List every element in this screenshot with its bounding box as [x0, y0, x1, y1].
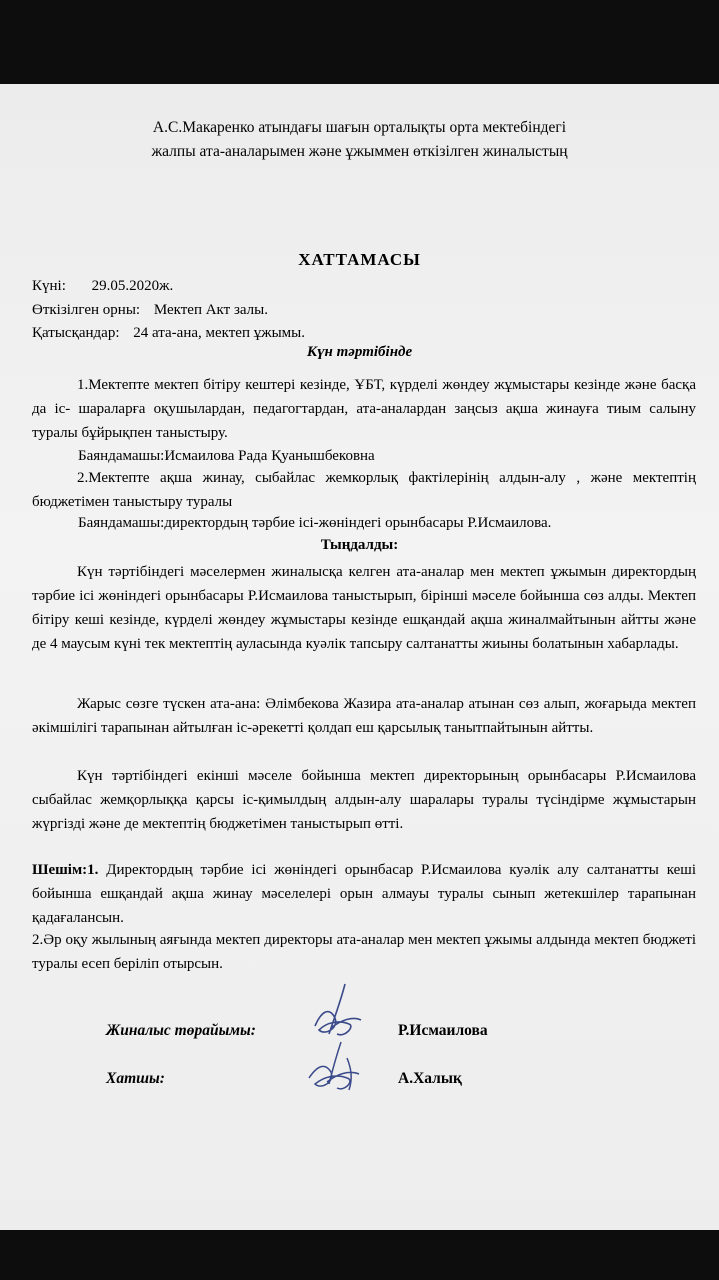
place-label: Өткізілген орны:: [32, 302, 141, 318]
secretary-signature: [303, 1038, 365, 1098]
agenda-item-1: 1.Мектепте мектеп бітіру кештері кезінде, ҰБТ, күрделі жөндеу жұмыстары кезінде және басқа да іс- шараларға оқушылардан, педагогтардан, ата-аналардан заңсыз ақша жинауға тиым салыну туралы бұйрықпен таныстыру.: [32, 377, 696, 441]
meeting-date: [32, 276, 173, 296]
agenda-item-2: 2.Мектепте ақша жинау, сыбайлас жемкорлық фактілерінің алдын-алу , және мектептің бюджетімен таныстыру туралы: [32, 470, 696, 510]
header-line-1: А.С.Макаренко атындағы шағын орталықты орта мектебіндегі: [152, 119, 567, 136]
meeting-place: [32, 300, 268, 320]
secretary-name: А.Халық: [398, 1070, 462, 1087]
agenda-speaker-2: Баяндамашы:директордың тәрбие ісі-жөніндегі орынбасары Р.Исмаилова.: [78, 515, 552, 531]
agenda-heading: Күн тәртібінде: [306, 344, 413, 360]
heard-paragraph-2: Жарыс сөзге түскен ата-ана: Әлімбекова Жазира ата-аналар атынан сөз алып, жоғарыда мектеп әкімшілігі тарапынан айтылған іс-әрекетті қолдап еш қарсылық танытпайтынын айтты.: [32, 696, 696, 736]
place-value: Мектеп Акт залы.: [153, 302, 268, 318]
secretary-label: Хатшы:: [106, 1070, 165, 1087]
document-header: [0, 116, 719, 164]
heard-heading: Тыңдалды:: [320, 537, 399, 553]
agenda-speaker-1: Баяндамашы:Исмаилова Рада Қуанышбековна: [78, 448, 375, 464]
decision-item-1: [32, 858, 696, 930]
document-title: ХАТТАМАСЫ: [298, 250, 421, 269]
chair-label: Жиналыс төрайымы:: [106, 1022, 256, 1039]
meeting-attendees: [32, 323, 305, 343]
heard-paragraph-1: Күн тәртібіндегі мәселермен жиналысқа келген ата-аналар мен мектеп ұжымын директордың тәрбие ісі жөніндегі орынбасары Р.Исмаилова таныстырып, бірінші мәселе бойынша сөз алды. Мектеп бітіру кеші кезінде, күрделі жөндеу жұмыстары кезінде ешқандай ақша жиналмайтынын айтты және де 4 маусым күні тек мектептің ауласында куәлік тапсыру салтанатты жиыны болатынын хабарлады.: [32, 564, 696, 652]
header-line-2: жалпы ата-аналарымен және ұжыммен өткізілген жиналыстың: [151, 143, 568, 160]
heard-paragraph-3: Күн тәртібіндегі екінші мәселе бойынша мектеп директорының орынбасары Р.Исмаилова сыбайлас жемқорлыққа қарсы іс-қимылдың алдын-алу шаралары туралы түсіндірме жұмыстарын жүргізді және де мектептің бюджетімен таныстырып өтті.: [32, 768, 696, 832]
attendees-value: 24 ата-ана, мектеп ұжымы.: [133, 325, 305, 341]
chair-signature: [305, 982, 367, 1046]
date-label: Күні:: [32, 278, 66, 294]
decision-item-2: 2.Әр оқу жылының аяғында мектеп директоры ата-аналар мен мектеп ұжымы алдында мектеп бюджеті туралы есеп беріліп отырсын.: [32, 932, 696, 972]
chair-name: Р.Исмаилова: [398, 1022, 488, 1039]
date-value: 29.05.2020ж.: [91, 278, 174, 294]
decision-text-1: Директордың тәрбие ісі жөніндегі орынбасар Р.Исмаилова куәлік алу салтанатты кеші бойынша ешқандай ақша жинау мәселелері орын алмауы туралы сынып жетекшілер тарапынан қадағалансын.: [32, 862, 696, 926]
attendees-label: Қатысқандар:: [32, 325, 120, 341]
decision-label: Шешім:1.: [32, 862, 99, 878]
